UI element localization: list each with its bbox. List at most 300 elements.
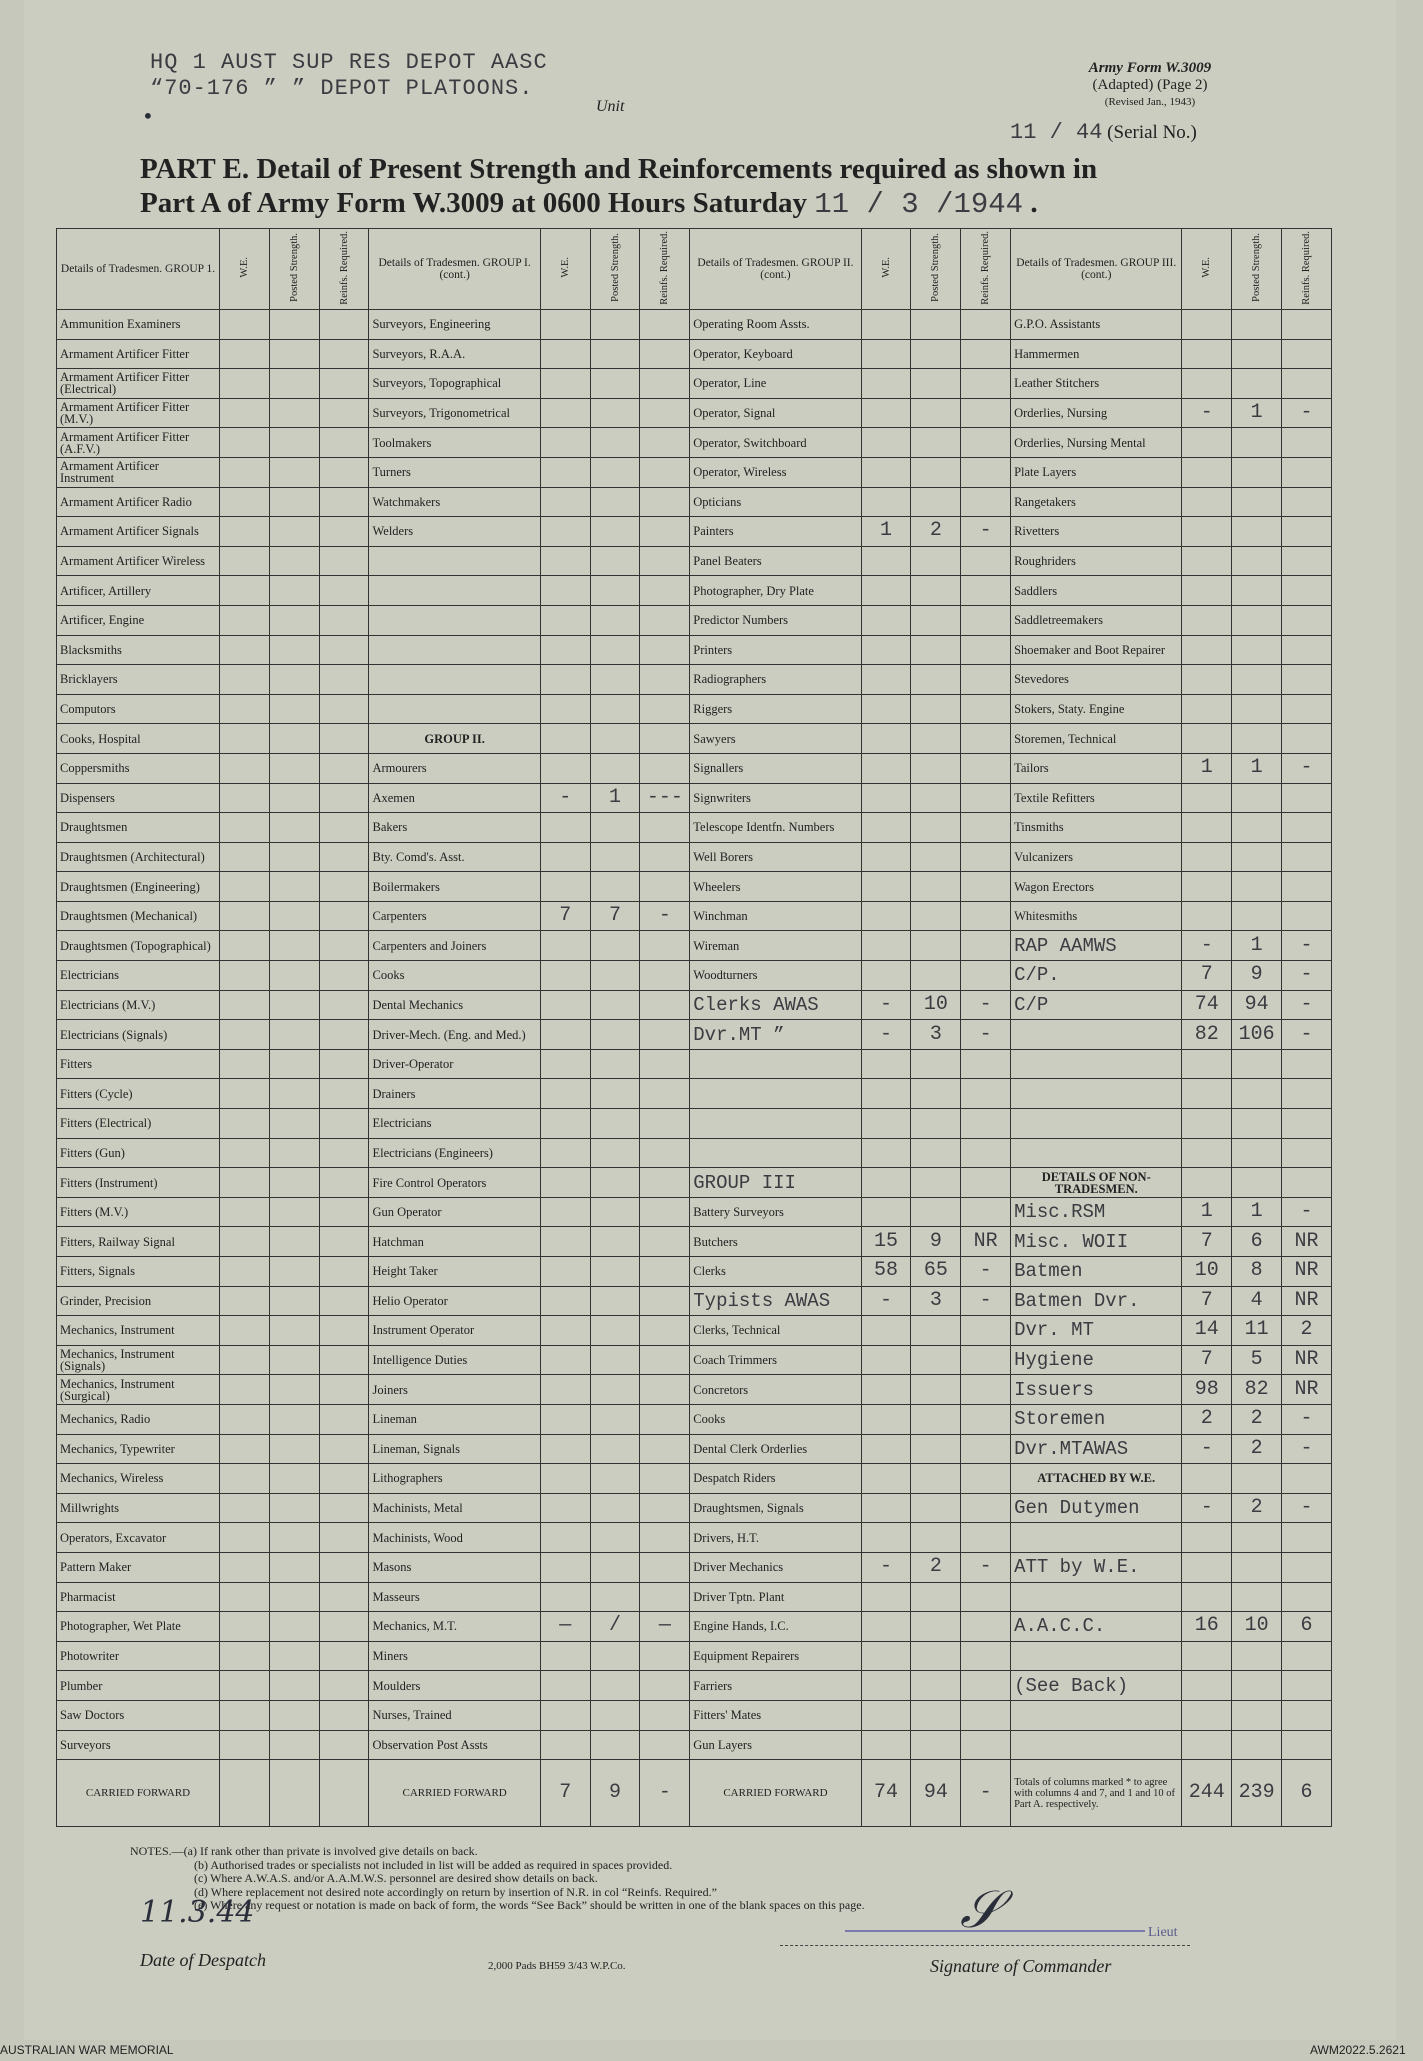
trade-label: Joiners bbox=[369, 1375, 540, 1405]
trade-label: Surveyors, R.A.A. bbox=[369, 339, 540, 369]
trade-label: Textile Refitters bbox=[1011, 783, 1182, 813]
value-ps: 1 bbox=[1232, 931, 1282, 961]
value-we bbox=[861, 931, 911, 961]
value-ps: 9 bbox=[1232, 961, 1282, 991]
value-ps bbox=[590, 694, 640, 724]
value-ps bbox=[590, 1197, 640, 1227]
trade-label: Mechanics, M.T. bbox=[369, 1612, 540, 1642]
value-we bbox=[1182, 576, 1232, 606]
value-rr bbox=[640, 1493, 690, 1523]
value-ps bbox=[590, 813, 640, 843]
value-ps bbox=[1232, 1138, 1282, 1168]
trade-label: Electricians (M.V.) bbox=[57, 990, 220, 1020]
value-we bbox=[1182, 1049, 1232, 1079]
value-rr: - bbox=[961, 990, 1011, 1020]
value-ps: 11 bbox=[1232, 1316, 1282, 1346]
trade-label: Intelligence Duties bbox=[369, 1345, 540, 1375]
value-ps bbox=[911, 457, 961, 487]
value-rr bbox=[1282, 1582, 1332, 1612]
value-we bbox=[1182, 546, 1232, 576]
value-we: - bbox=[861, 990, 911, 1020]
cf-g3-rr: - bbox=[961, 1760, 1011, 1827]
value-ps bbox=[590, 1641, 640, 1671]
typed-entry: Batmen Dvr. bbox=[1011, 1286, 1182, 1316]
value-ps bbox=[590, 398, 640, 428]
value-ps: 8 bbox=[1232, 1257, 1282, 1287]
table-row bbox=[57, 517, 1332, 547]
value-we bbox=[1182, 901, 1232, 931]
value-we bbox=[540, 1316, 590, 1346]
col-details-g1c: Details of Tradesmen. GROUP I. (cont.) bbox=[369, 229, 540, 310]
value-we bbox=[540, 1582, 590, 1612]
value-rr: 2 bbox=[1282, 1316, 1332, 1346]
trade-label: Draughtsmen (Topographical) bbox=[57, 931, 220, 961]
value-we bbox=[540, 872, 590, 902]
value-ps bbox=[911, 1730, 961, 1760]
trade-label bbox=[369, 576, 540, 606]
value-rr: - bbox=[1282, 931, 1332, 961]
value-ps bbox=[1232, 842, 1282, 872]
value-ps bbox=[269, 517, 319, 547]
value-rr bbox=[319, 310, 369, 340]
value-we bbox=[540, 1138, 590, 1168]
value-we: - bbox=[1182, 398, 1232, 428]
trade-label: Armament Artificer Fitter (Electrical) bbox=[57, 369, 220, 399]
serial-value: 11 / 44 bbox=[1010, 120, 1103, 145]
typed-entry: Clerks AWAS bbox=[690, 990, 861, 1020]
value-we: 7 bbox=[1182, 1227, 1232, 1257]
value-rr bbox=[640, 961, 690, 991]
value-we bbox=[861, 783, 911, 813]
value-we bbox=[1182, 842, 1232, 872]
trade-label: Armament Artificer Fitter (A.F.V.) bbox=[57, 428, 220, 458]
value-ps bbox=[269, 842, 319, 872]
value-we bbox=[861, 724, 911, 754]
value-rr bbox=[961, 694, 1011, 724]
value-we bbox=[1182, 1730, 1232, 1760]
value-rr bbox=[1282, 665, 1332, 695]
trade-label: Painters bbox=[690, 517, 861, 547]
value-ps bbox=[590, 1700, 640, 1730]
trade-label: Fitters' Mates bbox=[690, 1700, 861, 1730]
value-ps bbox=[911, 1493, 961, 1523]
title-line-2-prefix: Part A of Army Form W.3009 at 0600 Hours Saturday bbox=[140, 187, 807, 219]
value-rr bbox=[640, 428, 690, 458]
value-we bbox=[861, 398, 911, 428]
value-ps: 10 bbox=[1232, 1612, 1282, 1642]
trade-label: Equipment Repairers bbox=[690, 1641, 861, 1671]
value-ps bbox=[1232, 694, 1282, 724]
cf-g1-ps bbox=[269, 1760, 319, 1827]
value-we bbox=[220, 428, 270, 458]
value-rr bbox=[319, 398, 369, 428]
value-we: 14 bbox=[1182, 1316, 1232, 1346]
value-rr bbox=[640, 1197, 690, 1227]
value-rr bbox=[319, 1523, 369, 1553]
trade-label: Telescope Identfn. Numbers bbox=[690, 813, 861, 843]
typed-entry: Gen Dutymen bbox=[1011, 1493, 1182, 1523]
value-ps bbox=[590, 605, 640, 635]
trade-label: Whitesmiths bbox=[1011, 901, 1182, 931]
trade-label: Observation Post Assts bbox=[369, 1730, 540, 1760]
value-ps bbox=[269, 665, 319, 695]
trade-label: Mechanics, Typewriter bbox=[57, 1434, 220, 1464]
value-we bbox=[540, 1227, 590, 1257]
table-row bbox=[57, 1434, 1332, 1464]
value-rr bbox=[1282, 1700, 1332, 1730]
value-rr bbox=[319, 1257, 369, 1287]
trade-label: Armament Artificer Instrument bbox=[57, 457, 220, 487]
value-ps bbox=[590, 931, 640, 961]
value-ps bbox=[590, 1730, 640, 1760]
value-ps: 1 bbox=[1232, 1197, 1282, 1227]
value-rr bbox=[319, 487, 369, 517]
cf-g1-rr bbox=[319, 1760, 369, 1827]
value-ps bbox=[269, 546, 319, 576]
value-we bbox=[861, 635, 911, 665]
value-ps bbox=[911, 1316, 961, 1346]
value-rr bbox=[640, 635, 690, 665]
value-rr bbox=[961, 1641, 1011, 1671]
value-rr bbox=[961, 1730, 1011, 1760]
value-ps bbox=[590, 310, 640, 340]
value-rr bbox=[319, 1641, 369, 1671]
typed-entry: Batmen bbox=[1011, 1257, 1182, 1287]
trade-label: Printers bbox=[690, 635, 861, 665]
form-name: Army Form W.3009 bbox=[1088, 60, 1212, 76]
value-ps bbox=[269, 1671, 319, 1701]
table-row bbox=[57, 546, 1332, 576]
value-rr bbox=[640, 1345, 690, 1375]
value-we bbox=[1182, 487, 1232, 517]
value-we bbox=[540, 1523, 590, 1553]
value-ps: 6 bbox=[1232, 1227, 1282, 1257]
trade-label: Surveyors, Engineering bbox=[369, 310, 540, 340]
value-rr bbox=[319, 1582, 369, 1612]
value-rr bbox=[961, 605, 1011, 635]
value-ps bbox=[911, 1404, 961, 1434]
trade-label: Toolmakers bbox=[369, 428, 540, 458]
value-ps bbox=[911, 1434, 961, 1464]
value-we bbox=[1182, 1671, 1232, 1701]
value-rr bbox=[1282, 901, 1332, 931]
trade-label: Engine Hands, I.C. bbox=[690, 1612, 861, 1642]
table-row bbox=[57, 1345, 1332, 1375]
value-ps bbox=[911, 724, 961, 754]
value-rr bbox=[319, 665, 369, 695]
table-row bbox=[57, 1375, 1332, 1405]
value-we bbox=[220, 1434, 270, 1464]
value-rr bbox=[1282, 517, 1332, 547]
value-we: 1 bbox=[1182, 1197, 1232, 1227]
value-ps bbox=[590, 457, 640, 487]
table-row bbox=[57, 1730, 1332, 1760]
value-ps bbox=[911, 1700, 961, 1730]
value-we bbox=[1182, 1464, 1232, 1494]
table-row bbox=[57, 1316, 1332, 1346]
value-rr bbox=[319, 1049, 369, 1079]
trade-label: Gun Layers bbox=[690, 1730, 861, 1760]
trade-label: Machinists, Metal bbox=[369, 1493, 540, 1523]
value-rr bbox=[640, 694, 690, 724]
value-ps bbox=[911, 961, 961, 991]
trade-label: Armament Artificer Wireless bbox=[57, 546, 220, 576]
table-row bbox=[57, 990, 1332, 1020]
value-ps bbox=[269, 339, 319, 369]
value-ps bbox=[590, 1227, 640, 1257]
value-we bbox=[1182, 605, 1232, 635]
value-we bbox=[220, 1523, 270, 1553]
trade-label: Stevedores bbox=[1011, 665, 1182, 695]
col-reinfs: Reinfs. Required. bbox=[659, 230, 671, 305]
value-rr: NR bbox=[1282, 1375, 1332, 1405]
value-we bbox=[1182, 339, 1232, 369]
col-details-g3c: Details of Tradesmen. GROUP III. (cont.) bbox=[1011, 229, 1182, 310]
value-we bbox=[220, 635, 270, 665]
value-rr bbox=[961, 724, 1011, 754]
value-we bbox=[220, 931, 270, 961]
value-rr bbox=[961, 457, 1011, 487]
value-ps bbox=[911, 369, 961, 399]
value-ps: 1 bbox=[590, 783, 640, 813]
value-ps bbox=[911, 1109, 961, 1139]
value-rr: - bbox=[961, 1257, 1011, 1287]
value-we bbox=[220, 1404, 270, 1434]
trade-label: Tailors bbox=[1011, 753, 1182, 783]
trade-label: Roughriders bbox=[1011, 546, 1182, 576]
value-we bbox=[861, 813, 911, 843]
table-row bbox=[57, 1404, 1332, 1434]
value-ps: 1 bbox=[1232, 753, 1282, 783]
value-ps: 82 bbox=[1232, 1375, 1282, 1405]
typed-entry: C/P. bbox=[1011, 961, 1182, 991]
trade-label: Wagon Erectors bbox=[1011, 872, 1182, 902]
table-row bbox=[57, 813, 1332, 843]
typed-entry: (See Back) bbox=[1011, 1671, 1182, 1701]
value-rr: - bbox=[1282, 753, 1332, 783]
value-rr bbox=[1282, 1109, 1332, 1139]
trade-label: Signallers bbox=[690, 753, 861, 783]
commander-signature: 𝒮 bbox=[960, 1880, 1001, 1940]
value-we bbox=[861, 310, 911, 340]
trade-label: Fitters, Signals bbox=[57, 1257, 220, 1287]
value-ps bbox=[269, 931, 319, 961]
table-row bbox=[57, 1464, 1332, 1494]
value-rr bbox=[640, 1168, 690, 1198]
value-ps bbox=[269, 1138, 319, 1168]
typed-entry: RAP AAMWS bbox=[1011, 931, 1182, 961]
value-we: - bbox=[861, 1020, 911, 1050]
value-rr bbox=[640, 753, 690, 783]
value-rr bbox=[319, 842, 369, 872]
value-ps bbox=[269, 1552, 319, 1582]
value-ps bbox=[1232, 1641, 1282, 1671]
trade-label: Butchers bbox=[690, 1227, 861, 1257]
value-rr bbox=[1282, 1641, 1332, 1671]
value-rr bbox=[961, 961, 1011, 991]
value-we bbox=[861, 842, 911, 872]
value-rr bbox=[961, 487, 1011, 517]
value-ps bbox=[590, 1138, 640, 1168]
value-ps bbox=[269, 1434, 319, 1464]
value-rr: - bbox=[1282, 1197, 1332, 1227]
trade-label: Mechanics, Instrument (Surgical) bbox=[57, 1375, 220, 1405]
unit-word: Unit bbox=[596, 98, 625, 115]
value-rr bbox=[1282, 1671, 1332, 1701]
archive-credit: AUSTRALIAN WAR MEMORIAL bbox=[0, 2043, 174, 2057]
value-we: 7 bbox=[1182, 961, 1232, 991]
typed-entry: GROUP III bbox=[690, 1168, 861, 1198]
trade-label: Artificer, Artillery bbox=[57, 576, 220, 606]
value-ps bbox=[911, 1671, 961, 1701]
trade-label: Plate Layers bbox=[1011, 457, 1182, 487]
typed-entry: Dvr. MT bbox=[1011, 1316, 1182, 1346]
value-ps bbox=[269, 1227, 319, 1257]
value-rr bbox=[319, 339, 369, 369]
value-we bbox=[540, 1079, 590, 1109]
value-ps bbox=[269, 1020, 319, 1050]
value-rr bbox=[319, 1020, 369, 1050]
value-rr bbox=[1282, 813, 1332, 843]
value-rr bbox=[640, 487, 690, 517]
value-ps bbox=[269, 1049, 319, 1079]
value-rr bbox=[1282, 369, 1332, 399]
value-ps bbox=[911, 1464, 961, 1494]
value-we bbox=[220, 1227, 270, 1257]
table-header-row bbox=[57, 229, 1332, 310]
value-we bbox=[861, 457, 911, 487]
value-we bbox=[220, 990, 270, 1020]
value-we: 7 bbox=[1182, 1345, 1232, 1375]
value-we bbox=[220, 369, 270, 399]
value-ps bbox=[590, 517, 640, 547]
value-we bbox=[540, 605, 590, 635]
value-rr bbox=[319, 1730, 369, 1760]
trade-label: Fitters (Cycle) bbox=[57, 1079, 220, 1109]
value-rr bbox=[640, 1316, 690, 1346]
value-rr bbox=[961, 1434, 1011, 1464]
trade-label: Well Borers bbox=[690, 842, 861, 872]
value-ps bbox=[269, 1700, 319, 1730]
trade-label bbox=[369, 694, 540, 724]
value-ps bbox=[911, 901, 961, 931]
trade-label: Cooks bbox=[369, 961, 540, 991]
table-row bbox=[57, 1138, 1332, 1168]
serial-number bbox=[1010, 120, 1197, 145]
table-row bbox=[57, 1197, 1332, 1227]
value-ps bbox=[590, 576, 640, 606]
value-rr bbox=[1282, 1730, 1332, 1760]
value-rr bbox=[961, 546, 1011, 576]
trade-label: Vulcanizers bbox=[1011, 842, 1182, 872]
trade-label: Fitters bbox=[57, 1049, 220, 1079]
trade-label: Lineman, Signals bbox=[369, 1434, 540, 1464]
trade-label bbox=[690, 1049, 861, 1079]
unit-line-2: “70-176 ” ” DEPOT PLATOONS. bbox=[150, 76, 534, 101]
trade-label: Armament Artificer Signals bbox=[57, 517, 220, 547]
value-ps bbox=[269, 1523, 319, 1553]
value-rr bbox=[961, 1582, 1011, 1612]
value-rr bbox=[961, 310, 1011, 340]
trade-label: Draughtsmen bbox=[57, 813, 220, 843]
value-ps bbox=[1232, 369, 1282, 399]
value-we bbox=[1182, 635, 1232, 665]
value-ps bbox=[269, 990, 319, 1020]
value-rr bbox=[640, 872, 690, 902]
trade-label bbox=[369, 635, 540, 665]
trade-label: G.P.O. Assistants bbox=[1011, 310, 1182, 340]
cf-g1-we bbox=[220, 1760, 270, 1827]
value-ps bbox=[590, 1582, 640, 1612]
typed-entry: Storemen bbox=[1011, 1404, 1182, 1434]
table-row bbox=[57, 694, 1332, 724]
value-we bbox=[1182, 310, 1232, 340]
table-row bbox=[57, 1109, 1332, 1139]
note-line: (e) Where any request or notation is made on back of form, the words “See Back” should be written in one of the blank spaces on this page. bbox=[194, 1898, 865, 1912]
value-rr bbox=[1282, 1523, 1332, 1553]
value-rr bbox=[319, 813, 369, 843]
value-rr bbox=[1282, 457, 1332, 487]
trade-label bbox=[690, 1109, 861, 1139]
value-we bbox=[220, 1552, 270, 1582]
value-rr bbox=[319, 1612, 369, 1642]
value-rr bbox=[640, 517, 690, 547]
trade-label bbox=[1011, 1582, 1182, 1612]
trade-label: Electricians bbox=[369, 1109, 540, 1139]
trade-label: Operators, Excavator bbox=[57, 1523, 220, 1553]
value-ps bbox=[590, 487, 640, 517]
value-rr bbox=[640, 1434, 690, 1464]
value-we bbox=[861, 1671, 911, 1701]
trade-label: Turners bbox=[369, 457, 540, 487]
value-rr bbox=[1282, 724, 1332, 754]
value-rr bbox=[319, 1700, 369, 1730]
value-rr bbox=[319, 546, 369, 576]
table-row bbox=[57, 339, 1332, 369]
value-ps bbox=[269, 1464, 319, 1494]
value-ps: 2 bbox=[911, 517, 961, 547]
trade-label: Clerks, Technical bbox=[690, 1316, 861, 1346]
value-ps bbox=[269, 694, 319, 724]
value-rr bbox=[640, 1286, 690, 1316]
value-we bbox=[540, 428, 590, 458]
value-ps bbox=[1232, 1671, 1282, 1701]
value-rr: - bbox=[961, 1020, 1011, 1050]
value-rr bbox=[319, 783, 369, 813]
value-we bbox=[861, 1523, 911, 1553]
value-we: 1 bbox=[861, 517, 911, 547]
table-row bbox=[57, 1582, 1332, 1612]
carried-forward-label: CARRIED FORWARD bbox=[369, 1760, 540, 1827]
value-ps bbox=[590, 1109, 640, 1139]
value-rr bbox=[1282, 1168, 1332, 1198]
table-row bbox=[57, 1612, 1332, 1642]
value-ps bbox=[590, 842, 640, 872]
trade-label: Stokers, Staty. Engine bbox=[1011, 694, 1182, 724]
trade-label: Operator, Wireless bbox=[690, 457, 861, 487]
cf-g2-rr: - bbox=[640, 1760, 690, 1827]
value-ps bbox=[269, 398, 319, 428]
value-we: - bbox=[861, 1286, 911, 1316]
value-we bbox=[861, 546, 911, 576]
value-ps bbox=[590, 369, 640, 399]
value-ps bbox=[1232, 1552, 1282, 1582]
trade-label: Drainers bbox=[369, 1079, 540, 1109]
value-we bbox=[540, 694, 590, 724]
table-row bbox=[57, 931, 1332, 961]
value-ps bbox=[590, 1257, 640, 1287]
value-ps bbox=[911, 783, 961, 813]
